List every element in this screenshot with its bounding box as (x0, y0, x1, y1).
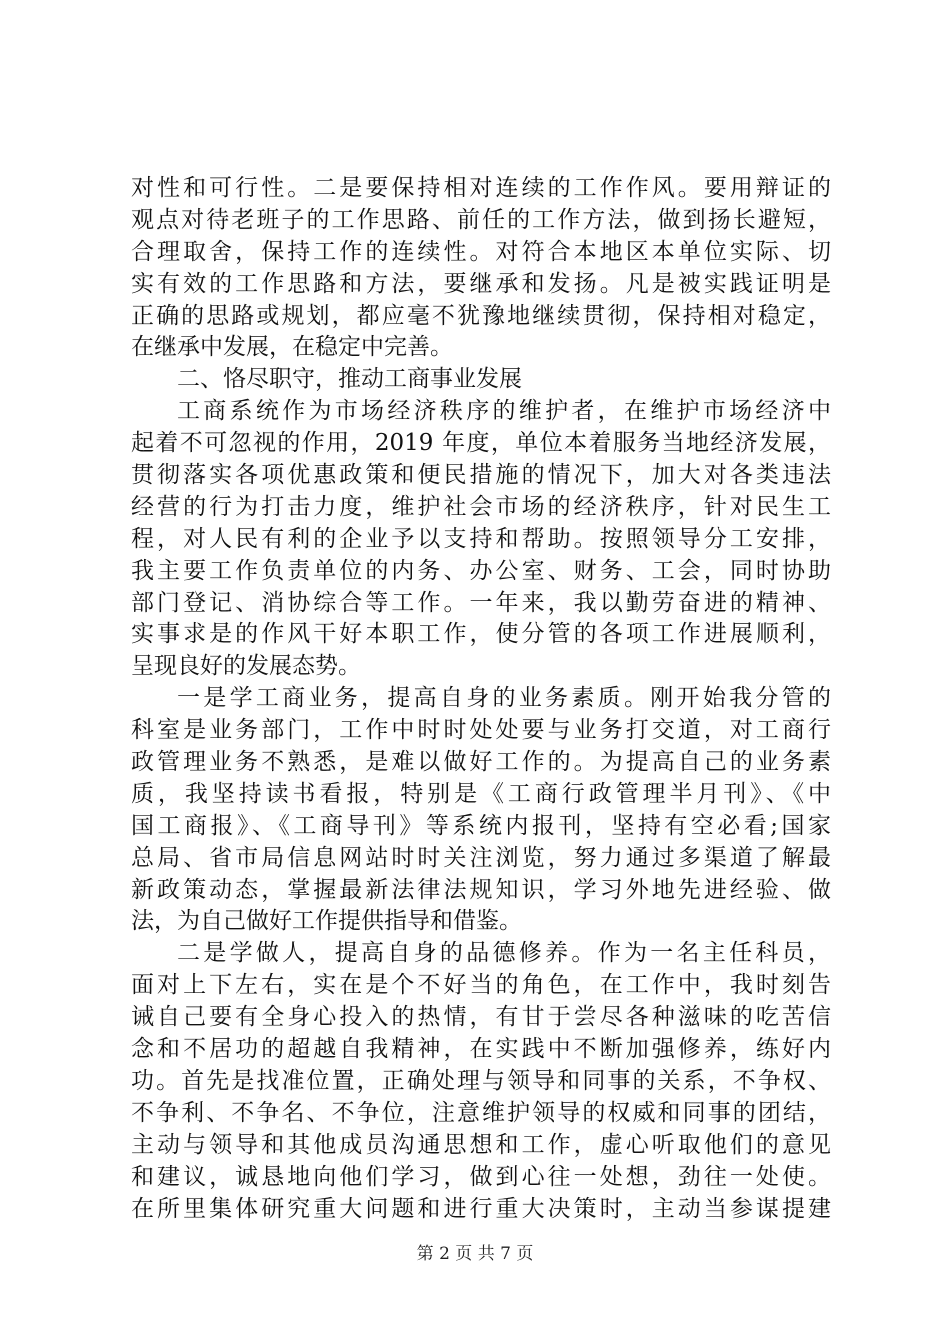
text-line: 二、恪尽职守，推动工商事业发展 (177, 366, 522, 393)
text-line: 起着不可忽视的作用，2019 年度，单位本着服务当地经济发展， (131, 430, 831, 457)
text-line: 我主要工作负责单位的内务、办公室、财务、工会，同时协助 (131, 557, 831, 584)
text-line: 诫自己要有全身心投入的热情，有甘于尝尽各种滋味的吃苦信 (131, 1004, 831, 1031)
text-line: 工商系统作为市场经济秩序的维护者，在维护市场经济中 (177, 398, 831, 425)
text-line: 程，对人民有利的企业予以支持和帮助。按照领导分工安排， (131, 525, 831, 552)
text-line: 一是学工商业务，提高自身的业务素质。刚开始我分管的 (177, 685, 831, 712)
text-line: 法，为自己做好工作提供指导和借鉴。 (131, 908, 522, 935)
text-line: 贯彻落实各项优惠政策和便民措施的情况下，加大对各类违法 (131, 462, 831, 489)
text-line: 和建议，诚恳地向他们学习，做到心往一处想，劲往一处使。 (131, 1163, 831, 1190)
text-line: 呈现良好的发展态势。 (131, 653, 361, 680)
page-footer: 第 2 页 共 7 页 (416, 1244, 534, 1264)
text-line: 经营的行为打击力度，维护社会市场的经济秩序，针对民生工 (131, 493, 831, 520)
text-line: 不争利、不争名、不争位，注意维护领导的权威和同事的团结， (131, 1099, 831, 1126)
text-line: 科室是业务部门，工作中时时处处要与业务打交道，对工商行 (131, 717, 831, 744)
text-line: 实事求是的作风干好本职工作，使分管的各项工作进展顺利， (131, 621, 831, 648)
text-line: 在继承中发展，在稳定中完善。 (131, 334, 453, 361)
text-line: 合理取舍，保持工作的连续性。对符合本地区本单位实际、切 (131, 238, 831, 265)
text-line: 政管理业务不熟悉，是难以做好工作的。为提高自己的业务素 (131, 749, 831, 776)
text-line: 对性和可行性。二是要保持相对连续的工作作风。要用辩证的 (131, 175, 831, 201)
text-line: 正确的思路或规划，都应毫不犹豫地继续贯彻，保持相对稳定， (131, 302, 831, 329)
text-line: 功。首先是找准位置，正确处理与领导和同事的关系，不争权、 (131, 1067, 831, 1094)
text-line: 总局、省市局信息网站时时关注浏览，努力通过多渠道了解最 (131, 844, 831, 871)
text-line: 实有效的工作思路和方法，要继承和发扬。凡是被实践证明是 (131, 270, 831, 297)
text-line: 观点对待老班子的工作思路、前任的工作方法，做到扬长避短， (131, 206, 831, 233)
text-line: 主动与领导和其他成员沟通思想和工作，虚心听取他们的意见 (131, 1131, 831, 1158)
text-line: 二是学做人，提高自身的品德修养。作为一名主任科员， (177, 940, 831, 967)
text-line: 念和不居功的超越自我精神，在实践中不断加强修养，练好内 (131, 1036, 831, 1063)
text-line: 在所里集体研究重大问题和进行重大决策时，主动当参谋提建 (131, 1195, 831, 1222)
text-line: 面对上下左右，实在是个不好当的角色，在工作中，我时刻告 (131, 972, 831, 999)
text-line: 新政策动态，掌握最新法律法规知识，学习外地先进经验、做 (131, 876, 831, 903)
text-line: 质，我坚持读书看报，特别是《工商行政管理半月刊》、《中 (131, 780, 831, 807)
text-line: 国工商报》、《工商导刊》等系统内报刊，坚持有空必看;国家 (131, 812, 831, 839)
document-body (131, 173, 831, 1225)
text-line: 部门登记、消协综合等工作。一年来，我以勤劳奋进的精神、 (131, 589, 831, 616)
